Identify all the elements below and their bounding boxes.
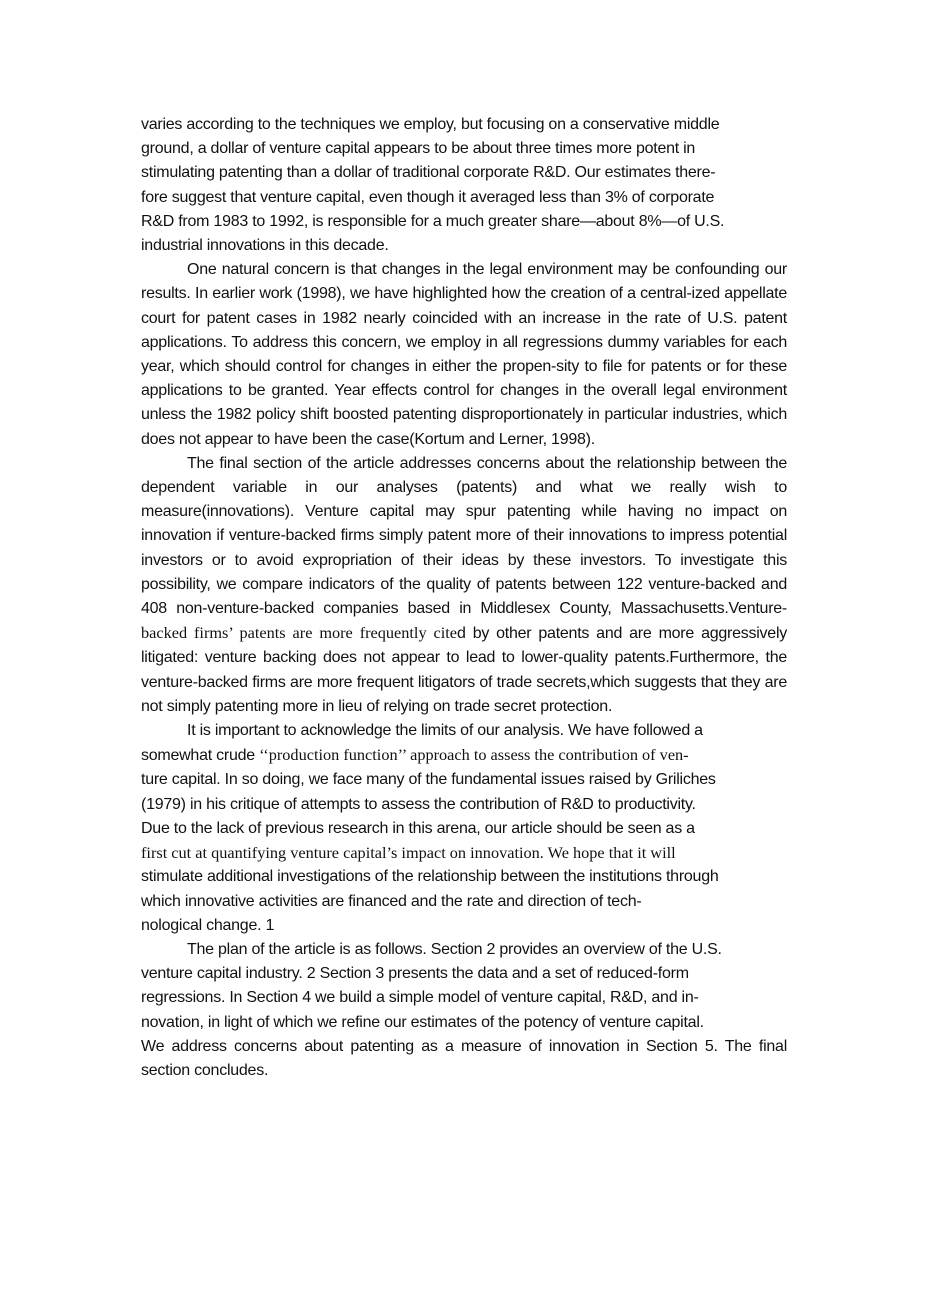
text-line: Due to the lack of previous research in this arena, our article should be seen as a (141, 819, 695, 837)
text-line: The plan of the article is as follows. Section 2 provides an overview of the U.S. (187, 940, 722, 958)
text-line: ground, a dollar of venture capital appears to be about three times more potent in (141, 140, 696, 158)
paragraph-3 (141, 452, 787, 719)
text-line-serif: first cut at quantifying venture capital’s impact on innovation. We hope that it will (141, 843, 676, 863)
text-line: regressions. In Section 4 we build a simple model of venture capital, R&D, and in- (141, 989, 699, 1007)
text-line: (1979) in his critique of attempts to assess the contribution of R&D to productivity. (141, 795, 696, 813)
text-line (141, 743, 787, 768)
text-line: venture capital industry. 2 Section 3 presents the data and a set of reduced-form (141, 965, 689, 983)
text-line: novation, in light of which we refine our estimates of the potency of venture capital. (141, 1013, 704, 1031)
paragraph-3-serif-text: backed firms’ patents are more frequently cite (141, 623, 458, 643)
text-line: which innovative activities are financed and the rate and direction of tech- (141, 892, 642, 910)
document-page (141, 113, 787, 1083)
text-line: stimulating patenting than a dollar of traditional corporate R&D. Our estimates there- (141, 164, 716, 182)
text-segment: somewhat crude (141, 747, 260, 765)
text-line: industrial innovations in this decade. (141, 237, 389, 255)
paragraph-4 (141, 719, 787, 938)
text-line: fore suggest that venture capital, even though it averaged less than 3% of corporate (141, 188, 715, 206)
paragraph-1 (141, 113, 787, 258)
paragraph-5 (141, 938, 787, 1083)
paragraph-2: One natural concern is that changes in the legal environment may be confounding our results. In earlier work (1998), we have highlighted how the creation of a central-ized appellate court for patent cases in 1982 nearly coincided with an increase in the rate of U.S. patent applications. To address this concern, we employ in all regressions dummy variables for each year, which should control for changes in either the propen-sity to file for patents or for these applications to be granted. Year effects control for changes in the overall legal environment unless the 1982 policy shift boosted patenting disproportionately in particular industries, which does not appear to have been the case(Kortum and Lerner, 1998). (141, 261, 787, 448)
text-line: varies according to the techniques we employ, but focusing on a conservative middle (141, 116, 720, 133)
text-line: nological change. 1 (141, 916, 275, 934)
paragraph-3-text-b: d by other patents and are more aggressively litigated: venture backing does not appear to lead to lower-quality patents.Furthermore, the venture-backed firms are more frequent litigators of trade secrets,which suggests that they are not simply patenting more in lieu of relying on trade secret protection. (141, 625, 787, 715)
text-line: R&D from 1983 to 1992, is responsible for a much greater share—about 8%—of U.S. (141, 212, 725, 230)
text-segment-serif: ‘‘production function’’ approach to assess the contribution of ven- (259, 745, 689, 765)
text-line: stimulate additional investigations of the relationship between the institutions through (141, 868, 719, 886)
paragraph-3-text-a: The final section of the article addresses concerns about the relationship between the dependent variable in our analyses (patents) and what we really wish to measure(innovations). Venture capital may spur patenting while having no impact on innovation if venture-backed firms simply patent more of their innovations to impress potential investors or to avoid expropriation of their ideas by these investors. To investigate this possibility, we compare indicators of the quality of patents between 122 venture-backed and 408 non-venture-backed companies based in Middlesex County, Massachusetts.Venture- (141, 454, 787, 618)
text-line: ture capital. In so doing, we face many of the fundamental issues raised by Griliches (141, 771, 716, 789)
text-line: It is important to acknowledge the limits of our analysis. We have followed a (187, 722, 703, 740)
text-line: We address concerns about patenting as a measure of innovation in Section 5. The final section concludes. (141, 1037, 787, 1079)
